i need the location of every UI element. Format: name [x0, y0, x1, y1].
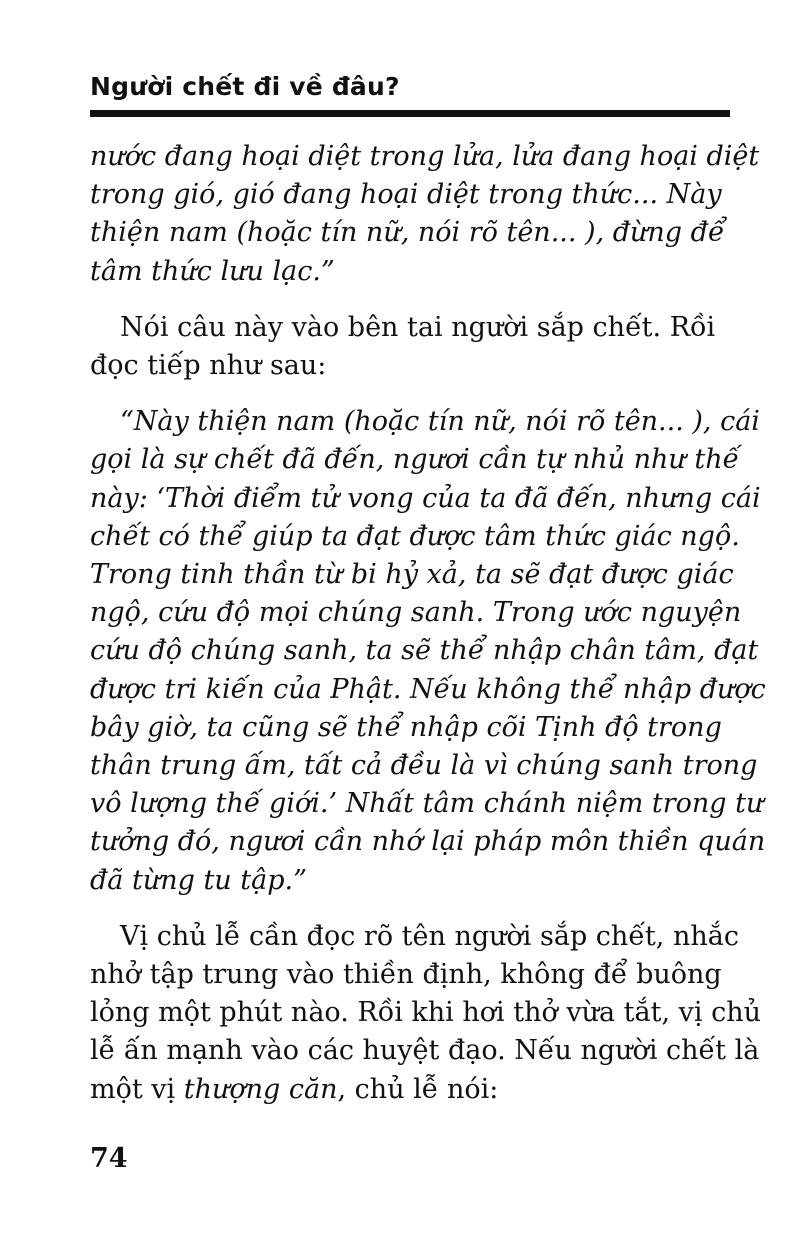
text-run: một vị	[90, 1073, 184, 1105]
page-number: 74	[90, 1143, 128, 1174]
text-line: Nói câu này vào bên tai người sắp chết. Rồi	[120, 311, 716, 343]
text-line-with-emphasis	[90, 1071, 730, 1109]
text-line: được tri kiến của Phật. Nếu không thể nhập được	[90, 673, 766, 705]
paragraph-4	[90, 918, 761, 1109]
text-line: bây giờ, ta cũng sẽ thể nhập cõi Tịnh độ trong	[90, 711, 722, 743]
emphasis-term: thượng căn	[183, 1073, 338, 1105]
text-line: gọi là sự chết đã đến, ngươi cần tự nhủ như thế	[90, 444, 740, 476]
text-line: này: ‘Thời điểm tử vong của ta đã đến, nhưng cái	[90, 482, 761, 514]
paragraph-3	[90, 403, 766, 900]
text-line: thân trung ấm, tất cả đều là vì chúng sanh trong	[90, 750, 758, 782]
running-header: Người chết đi về đâu?	[90, 72, 400, 101]
text-line: đọc tiếp như sau:	[90, 350, 327, 382]
page-body	[90, 138, 766, 1109]
paragraph-gap	[90, 900, 730, 918]
text-line: nước đang hoại diệt trong lửa, lửa đang hoại diệt	[90, 141, 760, 172]
header-rule	[90, 110, 730, 117]
paragraph-gap	[90, 291, 730, 309]
paragraph-1	[90, 138, 760, 291]
text-line: vô lượng thế giới.’ Nhất tâm chánh niệm trong tư	[90, 788, 764, 820]
text-line: tưởng đó, ngươi cần nhớ lại pháp môn thiền quán	[90, 826, 766, 858]
text-line: “Này thiện nam (hoặc tín nữ, nói rõ tên... ), cái	[120, 406, 760, 438]
text-line: cứu độ chúng sanh, ta sẽ thể nhập chân tâm, đạt	[90, 635, 759, 667]
text-line: đã từng tu tập.”	[90, 864, 307, 896]
paragraph-gap	[90, 385, 730, 403]
text-line: ngộ, cứu độ mọi chúng sanh. Trong ước nguyện	[90, 597, 742, 629]
text-run: , chủ lễ nói:	[337, 1073, 499, 1105]
text-line: lỏng một phút nào. Rồi khi hơi thở vừa tắt, vị chủ	[90, 997, 761, 1029]
text-line: chết có thể giúp ta đạt được tâm thức giác ngộ.	[90, 520, 740, 552]
text-line: lễ ấn mạnh vào các huyệt đạo. Nếu người chết là	[90, 1035, 760, 1067]
text-line: Vị chủ lễ cần đọc rõ tên người sắp chết, nhắc	[120, 920, 739, 952]
text-line: nhở tập trung vào thiền định, không để buông	[90, 959, 722, 991]
text-line: tâm thức lưu lạc.”	[90, 255, 335, 287]
text-line: Trong tinh thần từ bi hỷ xả, ta sẽ đạt được giác	[90, 559, 734, 591]
paragraph-2	[90, 309, 730, 385]
text-line: thiện nam (hoặc tín nữ, nói rõ tên... ), đừng để	[90, 217, 725, 249]
text-line: trong gió, gió đang hoại diệt trong thức... Này	[90, 179, 722, 211]
